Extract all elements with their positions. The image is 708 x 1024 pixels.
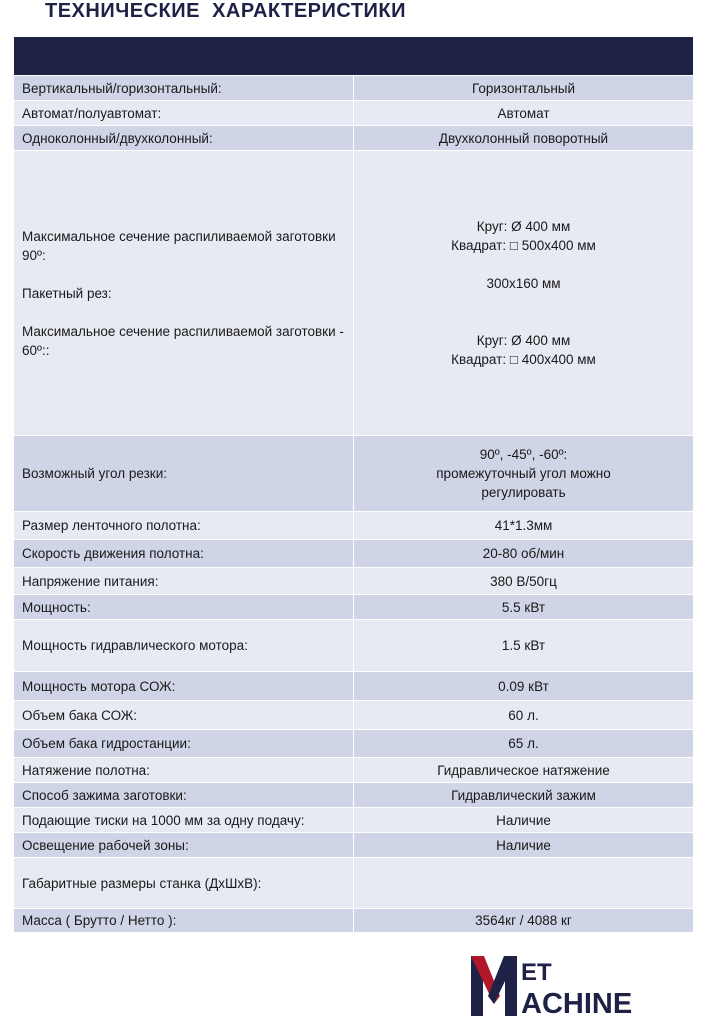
value-line: Круг: Ø 400 мм [476, 333, 571, 348]
row-value: 41*1.3мм [354, 512, 694, 540]
label-line: Максимальное сечение распиливаемой заготовки - [22, 323, 344, 339]
row-value: 65 л. [354, 730, 694, 758]
row-value [354, 151, 694, 436]
row-label: Освещение рабочей зоны: [14, 833, 354, 858]
table-header-bar [14, 37, 693, 76]
value-line: регулировать [481, 485, 566, 500]
table-row [14, 512, 693, 540]
row-value: Автомат [354, 101, 694, 126]
spec-table [14, 37, 693, 933]
row-value: Гидравлическое натяжение [354, 758, 694, 783]
table-row [14, 126, 693, 151]
row-label: Подающие тиски на 1000 мм за одну подачу: [14, 808, 354, 833]
label-line: 60º:: [22, 342, 50, 358]
value-line: 300х160 мм [486, 276, 561, 291]
table-row [14, 76, 693, 101]
row-value: 20-80 об/мин [354, 540, 694, 568]
row-label: Мощность гидравлического мотора: [14, 620, 354, 672]
value-line: промежуточный угол можно [436, 466, 611, 481]
row-value: 60 л. [354, 701, 694, 730]
table-row [14, 909, 693, 933]
table-row [14, 833, 693, 858]
row-value: Гидравлический зажим [354, 783, 694, 808]
table-row [14, 540, 693, 568]
table-row [14, 858, 693, 909]
row-label: Одноколонный/двухколонный: [14, 126, 354, 151]
row-label: Объем бака СОЖ: [14, 701, 354, 730]
logo-text-bottom: ACHINE [521, 988, 633, 1020]
row-label [14, 151, 354, 436]
table-row [14, 568, 693, 595]
label-line: Пакетный рез: [22, 285, 112, 301]
row-value: 0.09 кВт [354, 672, 694, 701]
row-value: Горизонтальный [354, 76, 694, 101]
value-line: Квадрат: □ 500х400 мм [451, 238, 596, 253]
table-row [14, 620, 693, 672]
label-line: Максимальное сечение распиливаемой заготовки 90º: [22, 228, 336, 263]
table-row [14, 101, 693, 126]
table-row [14, 758, 693, 783]
row-value: 5.5 кВт [354, 595, 694, 620]
row-value: 1.5 кВт [354, 620, 694, 672]
row-label: Возможный угол резки: [14, 436, 354, 512]
row-value: 3564кг / 4088 кг [354, 909, 694, 933]
table-row [14, 595, 693, 620]
page-title: ТЕХНИЧЕСКИЕ ХАРАКТЕРИСТИКИ [45, 0, 406, 22]
value-line: Квадрат: □ 400х400 мм [451, 352, 596, 367]
table-row-cut-angle [14, 436, 693, 512]
row-label: Вертикальный/горизонтальный: [14, 76, 354, 101]
row-label: Мощность: [14, 595, 354, 620]
row-label: Способ зажима заготовки: [14, 783, 354, 808]
row-value: 380 В/50гц [354, 568, 694, 595]
value-line: 90º, -45º, -60º: [479, 447, 568, 462]
row-value: Наличие [354, 833, 694, 858]
row-value [354, 858, 694, 909]
row-value: Наличие [354, 808, 694, 833]
row-label: Объем бака гидростанции: [14, 730, 354, 758]
row-label: Масса ( Брутто / Нетто ): [14, 909, 354, 933]
row-value [354, 436, 694, 512]
row-label: Габаритные размеры станка (ДхШхВ): [14, 858, 354, 909]
table-row [14, 672, 693, 701]
table-row [14, 701, 693, 730]
table-row [14, 730, 693, 758]
row-label: Скорость движения полотна: [14, 540, 354, 568]
value-line: Круг: Ø 400 мм [476, 219, 571, 234]
row-label: Размер ленточного полотна: [14, 512, 354, 540]
row-label: Натяжение полотна: [14, 758, 354, 783]
row-value: Двухколонный поворотный [354, 126, 694, 151]
logo-text-top: ET [521, 959, 552, 986]
row-label: Автомат/полуавтомат: [14, 101, 354, 126]
table-row [14, 783, 693, 808]
row-label: Напряжение питания: [14, 568, 354, 595]
table-row [14, 808, 693, 833]
table-row-cross-section [14, 151, 693, 436]
metmachine-logo [471, 950, 671, 1020]
row-label: Мощность мотора СОЖ: [14, 672, 354, 701]
